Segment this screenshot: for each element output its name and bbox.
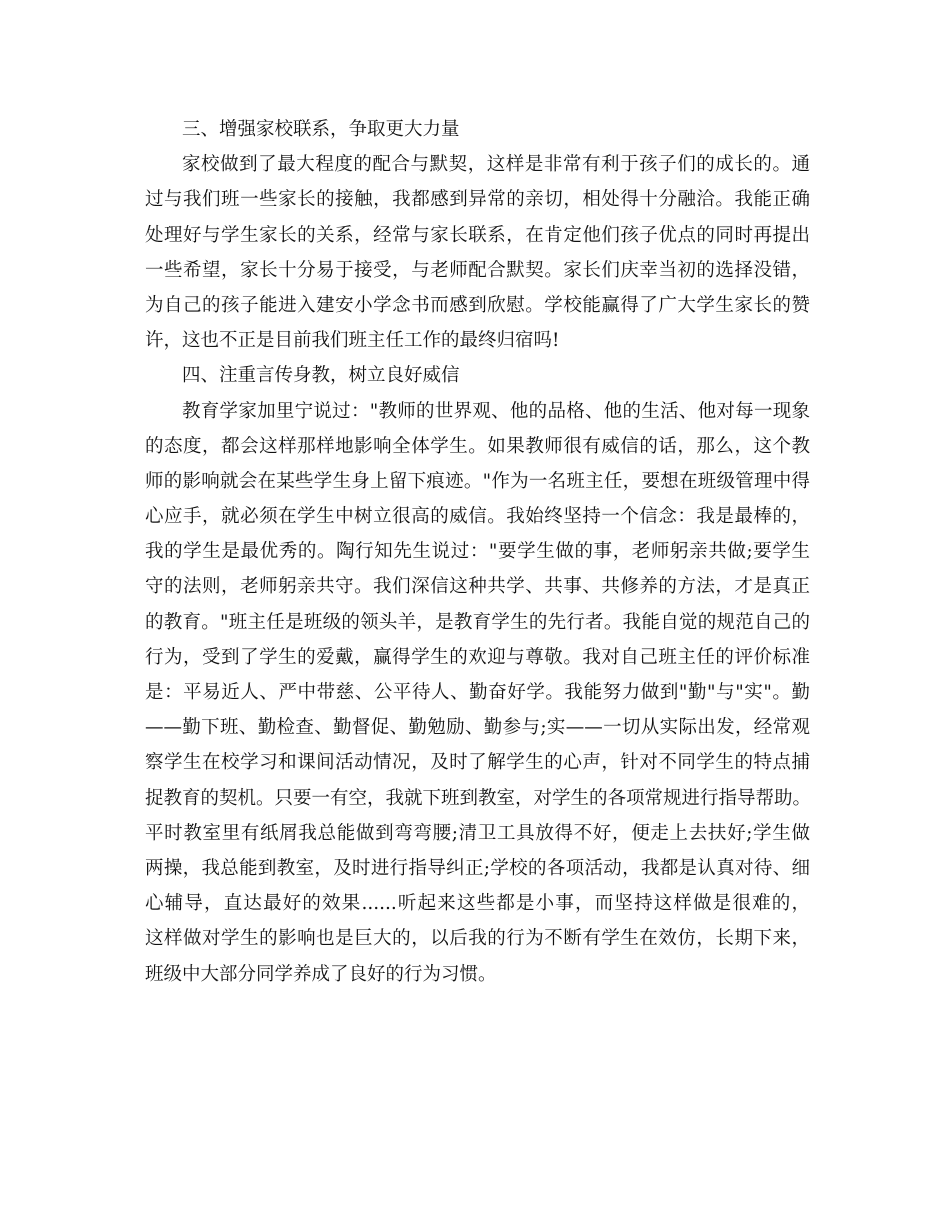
paragraph-line: 这样做对学生的影响也是巨大的，以后我的行为不断有学生在效仿，长期下来， [145, 928, 810, 950]
paragraph-line: 处理好与学生家长的关系，经常与家长联系，在肯定他们孩子优点的同时再提出 [145, 224, 810, 246]
paragraph-line: 心辅导，直达最好的效果......听起来这些都是小事，而坚持这样做是很难的， [145, 893, 810, 915]
paragraph-line: 我的学生是最优秀的。陶行知先生说过："要学生做的事，老师躬亲共做;要学生 [145, 541, 810, 563]
paragraph-line: 的教育。"班主任是班级的领头羊，是教育学生的先行者。我能自觉的规范自己的 [145, 611, 810, 633]
paragraph-line: 过与我们班一些家长的接触，我都感到异常的亲切，相处得十分融洽。我能正确 [145, 189, 810, 211]
paragraph-line: 两操，我总能到教室，及时进行指导纠正;学校的各项活动，我都是认真对待、细 [145, 857, 810, 879]
paragraph-line: 一些希望，家长十分易于接受，与老师配合默契。家长们庆幸当初的选择没错， [145, 259, 810, 281]
paragraph-line: 心应手，就必须在学生中树立很高的威信。我始终坚持一个信念：我是最棒的， [145, 506, 810, 528]
paragraph-line: 行为，受到了学生的爱戴，赢得学生的欢迎与尊敬。我对自己班主任的评价标准 [145, 646, 810, 668]
paragraph-line: 教育学家加里宁说过："教师的世界观、他的品格、他的生活、他对每一现象 [182, 400, 810, 422]
section-heading-4: 四、注重言传身教，树立良好威信 [182, 365, 460, 387]
paragraph-line: 师的影响就会在某些学生身上留下痕迹。"作为一名班主任，要想在班级管理中得 [145, 470, 810, 492]
paragraph-line: 许，这也不正是目前我们班主任工作的最终归宿吗! [145, 330, 560, 352]
paragraph-line: 班级中大部分同学养成了良好的行为习惯。 [145, 963, 497, 985]
paragraph-line: 平时教室里有纸屑我总能做到弯弯腰;清卫工具放得不好，便走上去扶好;学生做 [145, 822, 810, 844]
paragraph-line: ——勤下班、勤检查、勤督促、勤勉励、勤参与;实——一切从实际出发，经常观 [145, 717, 810, 739]
section-heading-3: 三、增强家校联系，争取更大力量 [182, 119, 460, 140]
paragraph-line: 守的法则，老师躬亲共守。我们深信这种共学、共事、共修养的方法，才是真正 [145, 576, 810, 598]
paragraph-line: 为自己的孩子能进入建安小学念书而感到欣慰。学校能赢得了广大学生家长的赞 [145, 294, 810, 316]
paragraph-line: 家校做到了最大程度的配合与默契，这样是非常有利于孩子们的成长的。通 [182, 154, 810, 176]
paragraph-line: 是：平易近人、严中带慈、公平待人、勤奋好学。我能努力做到"勤"与"实"。勤 [145, 682, 810, 703]
paragraph-line: 察学生在校学习和课间活动情况，及时了解学生的心声，针对不同学生的特点捕 [145, 752, 810, 774]
document-body [145, 112, 810, 992]
paragraph-line: 捉教育的契机。只要一有空，我就下班到教室，对学生的各项常规进行指导帮助。 [145, 787, 812, 809]
paragraph-line: 的态度，都会这样那样地影响全体学生。如果教师很有威信的话，那么，这个教 [145, 435, 810, 457]
